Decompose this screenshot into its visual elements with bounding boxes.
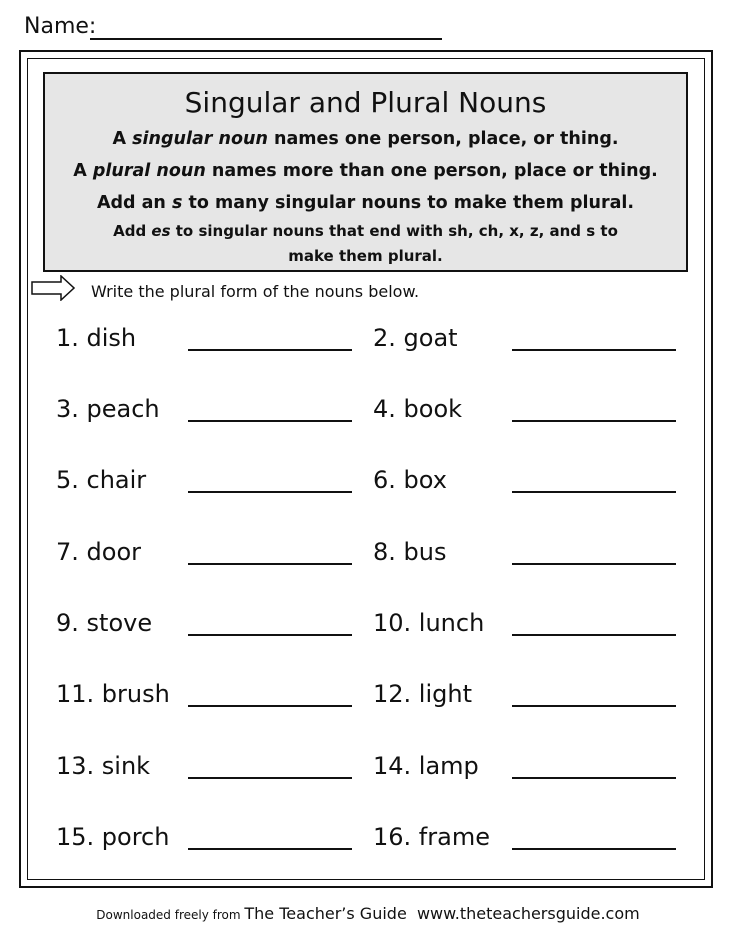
instruction-text: Write the plural form of the nouns below. <box>91 282 420 301</box>
answer-blank[interactable] <box>188 848 352 850</box>
noun-item: 2. goat <box>373 324 458 352</box>
noun-item: 10. lunch <box>373 609 485 637</box>
answer-blank[interactable] <box>512 634 676 636</box>
noun-item: 12. light <box>373 680 472 708</box>
rule-line-2: A plural noun names more than one person, place or thing. <box>73 161 658 181</box>
noun-item: 13. sink <box>56 752 151 780</box>
noun-item: 3. peach <box>56 395 160 423</box>
noun-item: 7. door <box>56 538 141 566</box>
answer-blank[interactable] <box>188 420 352 422</box>
answer-blank[interactable] <box>188 777 352 779</box>
name-line[interactable] <box>90 38 442 40</box>
answer-blank[interactable] <box>512 349 676 351</box>
answer-blank[interactable] <box>512 420 676 422</box>
noun-item: 4. book <box>373 395 463 423</box>
noun-item: 5. chair <box>56 466 147 494</box>
footer-prefix: Downloaded freely from <box>96 908 245 922</box>
rule-line-3: Add an s to many singular nouns to make them plural. <box>96 193 635 213</box>
answer-blank[interactable] <box>188 491 352 493</box>
answer-blank[interactable] <box>188 634 352 636</box>
noun-item: 11. brush <box>56 680 170 708</box>
rule-line-5: make them plural. <box>288 247 443 265</box>
answer-blank[interactable] <box>188 705 352 707</box>
worksheet-title: Singular and Plural Nouns <box>184 86 547 119</box>
footer <box>0 904 736 923</box>
answer-blank[interactable] <box>512 705 676 707</box>
footer-brand: The Teacher’s Guide <box>244 904 407 923</box>
noun-item: 15. porch <box>56 823 170 851</box>
rule-line-1: A singular noun names one person, place, or thing. <box>112 129 619 149</box>
noun-item: 6. box <box>373 466 447 494</box>
arrow-right-icon <box>31 275 75 301</box>
noun-item: 9. stove <box>56 609 153 637</box>
answer-blank[interactable] <box>188 349 352 351</box>
name-label: Name: <box>24 14 97 39</box>
answer-blank[interactable] <box>512 777 676 779</box>
noun-item: 14. lamp <box>373 752 479 780</box>
rule-line-4: Add es to singular nouns that end with sh, ch, x, z, and s to <box>113 222 618 240</box>
answer-blank[interactable] <box>512 563 676 565</box>
footer-url[interactable]: www.theteachersguide.com <box>416 904 640 923</box>
noun-item: 16. frame <box>373 823 490 851</box>
noun-item: 1. dish <box>56 324 137 352</box>
answer-blank[interactable] <box>188 563 352 565</box>
answer-blank[interactable] <box>512 848 676 850</box>
rule-box <box>43 72 688 272</box>
noun-item: 8. bus <box>373 538 447 566</box>
answer-blank[interactable] <box>512 491 676 493</box>
